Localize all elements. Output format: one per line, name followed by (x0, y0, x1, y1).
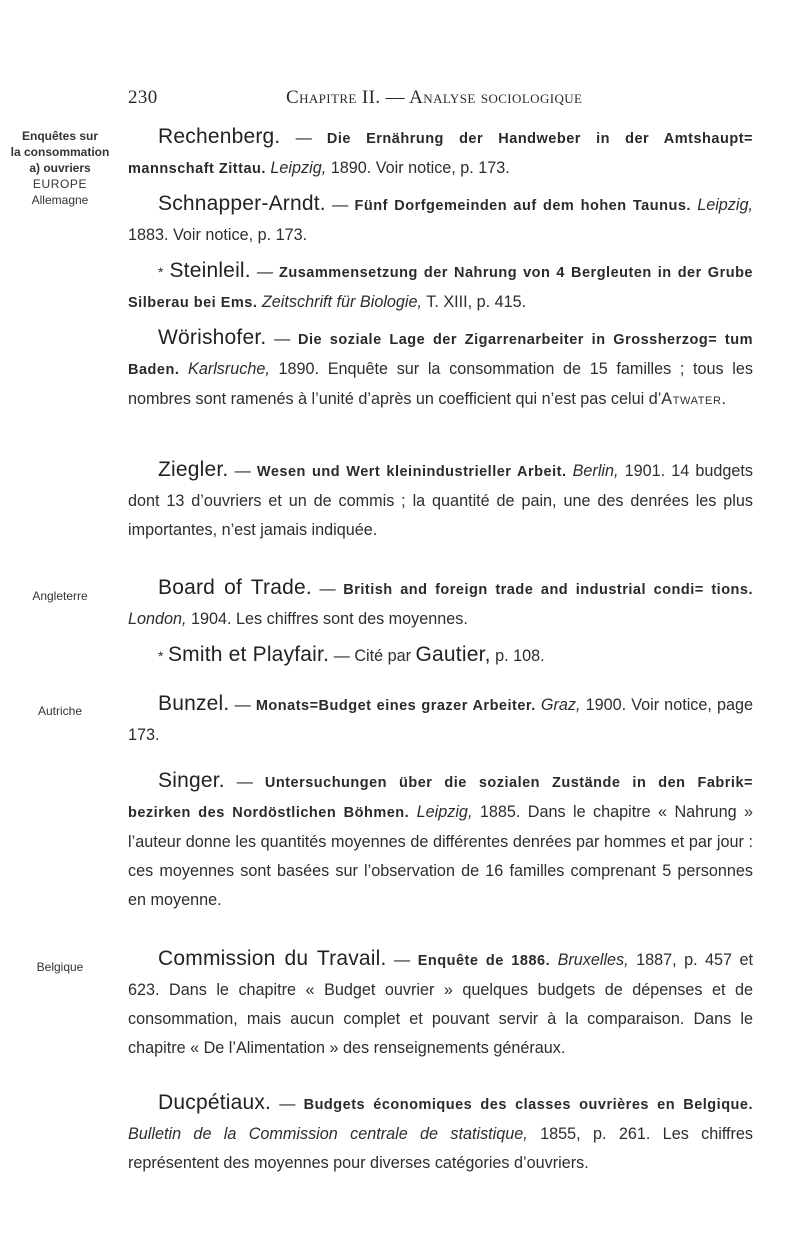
entry-title: Enquête de 1886. (417, 953, 551, 969)
entry-text: 1890. Voir notice, p. 173. (326, 159, 510, 177)
entry-place: Bruxelles, (557, 951, 629, 969)
entry-title: Die Ernährung der Handweber in der Amtshaupt= mannschaft Zittau. (128, 131, 753, 177)
entry-dash: — (266, 330, 298, 348)
entry-dash: — (329, 647, 355, 665)
entry-author: Wörishofer. (158, 326, 267, 349)
entry-title: British and foreign trade and industrial condi= tions. (343, 582, 754, 598)
entry-author: Rechenberg. (158, 125, 281, 148)
bibliography-entry (128, 455, 753, 545)
entry-text: 1890. Enquête sur la consommation de 15 familles ; tous les nombres sont ramenés à l’unité d’après un coefficient qui n’est pas celui d’ (128, 360, 754, 408)
bibliography-entry (128, 640, 753, 671)
margin-angleterre: Angleterre (32, 589, 88, 603)
entry-small-caps-name: Atwater (661, 390, 722, 408)
entry-dash: — (250, 263, 280, 281)
asterisk-mark: * (158, 264, 164, 280)
entry-author: Steinleil. (169, 259, 251, 282)
entry-dash: — (311, 580, 344, 598)
entry-text: 1855, p. 261. Les chiffres représentent des moyennes pour diverses catégories d’ouvriers. (128, 1125, 754, 1172)
entry-author: Board of Trade. (158, 576, 312, 599)
entry-dash: — (229, 696, 256, 714)
margin-enquetes-line2: la consommation (10, 145, 110, 159)
margin-note-enquetes (0, 128, 120, 208)
bibliography-entry (128, 944, 753, 1063)
entry-place: Leipzig, (697, 196, 753, 214)
entry-place: Karlsruche, (188, 360, 270, 378)
entry-place: Berlin, (572, 462, 619, 480)
entry-dash: — (224, 773, 265, 791)
entry-place: London, (128, 610, 187, 628)
entry-author: Ducpétiaux. (158, 1091, 272, 1114)
bibliography-entry (128, 766, 753, 915)
entry-title: Fünf Dorfgemeinden auf dem hohen Taunus. (354, 198, 691, 214)
bibliography-entry (128, 323, 753, 414)
entry-author: Schnapper-Arndt. (158, 192, 326, 215)
entry-title: Budgets économiques des classes ouvrières en Belgique. (303, 1097, 753, 1113)
entry-author: Smith et Playfair. (167, 643, 330, 666)
entry-author: Ziegler. (158, 458, 229, 481)
margin-belgique: Belgique (36, 960, 84, 974)
entry-title: Wesen und Wert kleinindustrieller Arbeit. (256, 464, 567, 480)
entry-text: 1883. Voir notice, p. 173. (128, 226, 308, 244)
entry-cited-author: Gautier, (415, 643, 491, 666)
bibliography-entry (128, 573, 753, 634)
entry-text-end: . (721, 390, 727, 408)
entry-text: Cité par (354, 647, 416, 665)
entry-place: Bulletin de la Commission centrale de statistique, (128, 1125, 528, 1143)
entry-text: T. XIII, p. 415. (422, 293, 527, 311)
entry-text: 1901. 14 budgets dont 13 d’ouvriers et un de commis ; la quantité de pain, une des denrées les plus importantes, n’est jamais indiquée. (128, 462, 754, 539)
entry-place: Zeitschrift für Biologie, (261, 293, 423, 311)
entry-place: Graz, (540, 696, 581, 714)
asterisk-mark: * (158, 648, 164, 664)
entry-title: Monats=Budget eines grazer Arbeiter. (255, 698, 536, 714)
entry-title: Die soziale Lage der Zigarrenarbeiter in Grossherzog= tum Baden. (128, 332, 754, 378)
margin-ouvriers: a) ouvriers (29, 161, 91, 175)
bibliography-entry (128, 689, 753, 750)
entry-text-end: p. 108. (490, 647, 545, 665)
entry-author: Commission du Travail. (158, 947, 387, 970)
entry-author: Bunzel. (158, 692, 230, 715)
bibliography-entry (128, 189, 753, 250)
entry-place: Leipzig, (270, 159, 327, 177)
entry-dash: — (280, 129, 327, 147)
entry-text: 1904. Les chiffres sont des moyennes. (186, 610, 468, 628)
entry-text: 1885. Dans le chapitre « Nahrung » l’auteur donne les quantités moyennes de différentes denrées par hommes et par jour : ces moyennes sont basées sur l’observation de 16 familles comprenant 5 personnes en moyenne. (128, 803, 753, 909)
entry-place: Leipzig, (416, 803, 473, 821)
entry-author: Singer. (158, 769, 225, 792)
entry-dash: — (325, 196, 355, 214)
entry-dash: — (386, 951, 418, 969)
entry-title: Zusammensetzung der Nahrung von 4 Bergleuten in der Grube Silberau bei Ems. (128, 265, 753, 311)
entry-text: 1887, p. 457 et 623. Dans le chapitre « Budget ouvrier » quelques budgets de dépenses et de consommation, mais aucun complet et pouvant servir à la comparaison. Dans le chapitre « De l’Alimentation » des renseignements généraux. (128, 951, 754, 1057)
bibliography-entry (128, 256, 753, 318)
entry-text: 1900. Voir notice, page 173. (128, 696, 753, 744)
running-title: Chapitre II. — Analyse sociologique (286, 87, 583, 108)
margin-enquetes-line1: Enquêtes sur (21, 129, 99, 143)
entry-title: Untersuchungen über die sozialen Zustände in den Fabrik= bezirken des Nordöstlichen Böhmen. (128, 775, 753, 821)
entry-dash: — (228, 462, 257, 480)
entry-dash: — (271, 1095, 304, 1113)
bibliography-entry (128, 122, 753, 184)
margin-autriche: Autriche (37, 704, 83, 718)
margin-allemagne: Allemagne (31, 193, 89, 207)
page-number: 230 (128, 87, 158, 108)
margin-europe: EUROPE (32, 177, 88, 191)
bibliography-entry (128, 1088, 753, 1178)
